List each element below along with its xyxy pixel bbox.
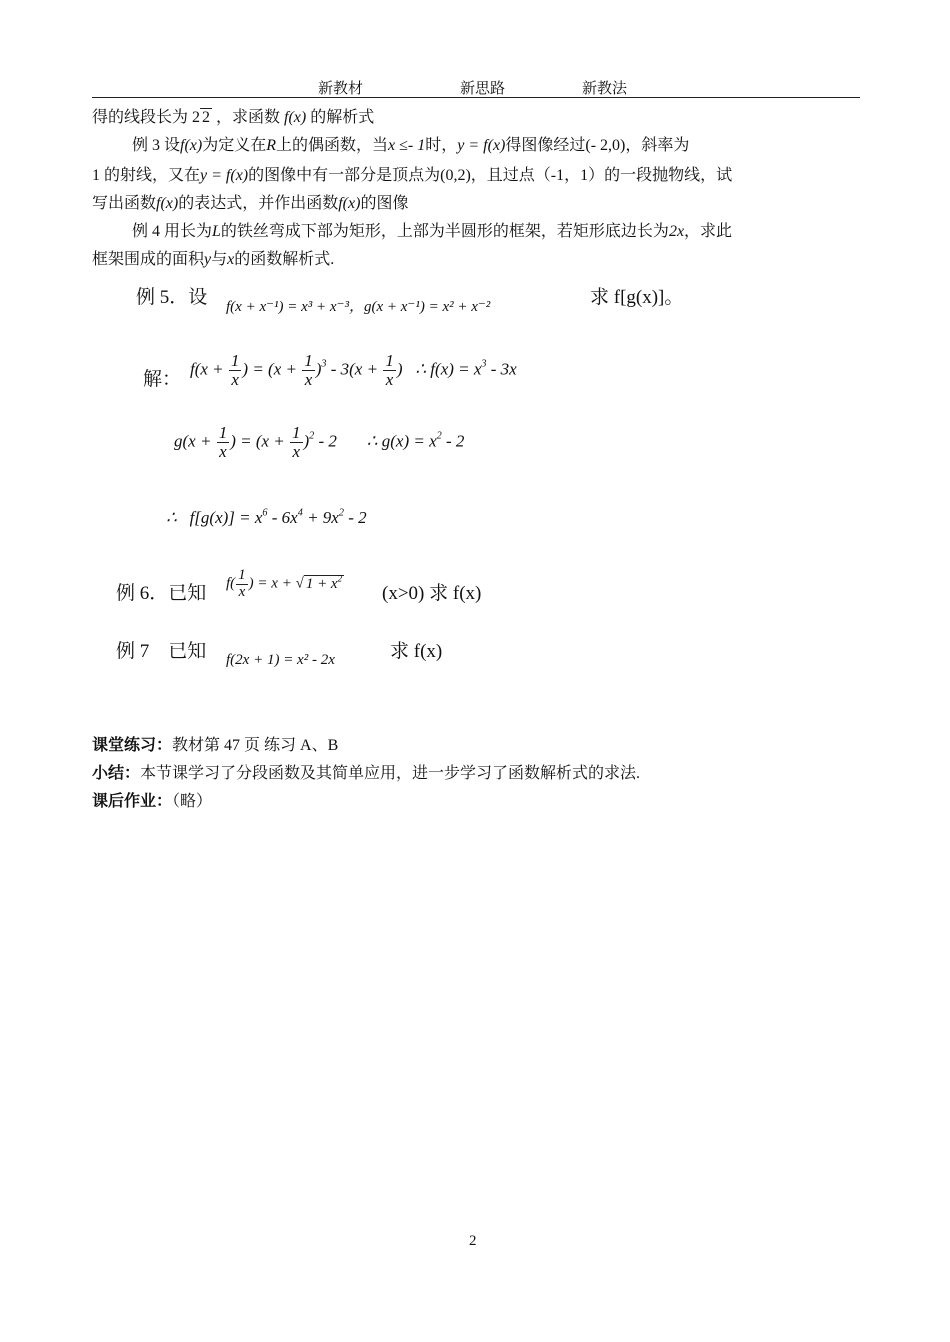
ex6-label: 例 6．已知: [116, 583, 207, 604]
ex3-line3: 写出函数f(x)的表达式，并作出函数f(x)的图像: [92, 195, 409, 212]
homework-line: 课后作业：（略）: [92, 793, 213, 810]
ex7-label: 例 7 已知: [116, 641, 207, 662]
ex6-formula: f( $\frac{1}{x}$ ) = x + √ $1 + x^2$: [226, 567, 343, 600]
ex5-ask: 求 f[g(x)]。: [590, 287, 684, 308]
ex5-label: 例 5．设: [136, 287, 208, 308]
ex7-formula: f(2x + 1) = x² - 2x: [226, 652, 335, 668]
practice-line: 课堂练习：教材第 47 页 练习 A、B: [92, 737, 339, 754]
header-center: 新思路: [460, 81, 506, 97]
ex3-line1: 例 3 设f(x)为定义在R上的偶函数，当x ≤- 1时，y = f(x)得图像经过(- 2,0)，斜率为: [132, 137, 690, 154]
ex3-line2: 1 的射线，又在y = f(x)的图像中有一部分是顶点为(0,2)，且过点（-1，1）的一段抛物线，试: [92, 167, 733, 184]
summary-line: 小结：本节课学习了分段函数及其简单应用，进一步学习了函数解析式的求法.: [92, 765, 641, 782]
ex5-step2: g(x + $\frac{1}{x}$ ) = (x + $\frac{1}{x}$ )$^2$ - 2 ∴ $g(x) = x^2 - 2$: [174, 423, 465, 461]
ex5-step1: f(x + $\frac{1}{x}$ ) = (x + $\frac{1}{x}$ )$^3$ - 3(x + $\frac{1}{x}$ ) ∴ $f(x) = x^3 - 3x$: [190, 351, 517, 389]
ex5-solution-label: 解：: [143, 369, 182, 390]
ex4-line2: 框架围成的面积y与x的函数解析式.: [92, 251, 335, 268]
header-rule: [92, 97, 860, 98]
intro-line: 得的线段长为 2 2 ，求函数 f(x) 的解析式: [92, 109, 375, 126]
ex5-given: f(x + x⁻¹) = x³ + x⁻³，g(x + x⁻¹) = x² + x⁻²: [226, 299, 491, 315]
math-two-root-two: 2 2: [192, 109, 211, 126]
page-number: 2: [469, 1233, 477, 1249]
ex7-ask: 求 f(x): [390, 641, 443, 662]
ex6-ask: (x>0) 求 f(x): [382, 583, 482, 604]
ex5-step3: ∴ $f[g(x)] = x^6 - 6x^4 + 9x^2 - 2$: [166, 507, 367, 527]
header-right: 新教法: [582, 81, 628, 97]
header-left: 新教材: [318, 81, 364, 97]
ex4-line1: 例 4 用长为L的铁丝弯成下部为矩形，上部为半圆形的框架，若矩形底边长为2x，求此: [132, 223, 733, 240]
